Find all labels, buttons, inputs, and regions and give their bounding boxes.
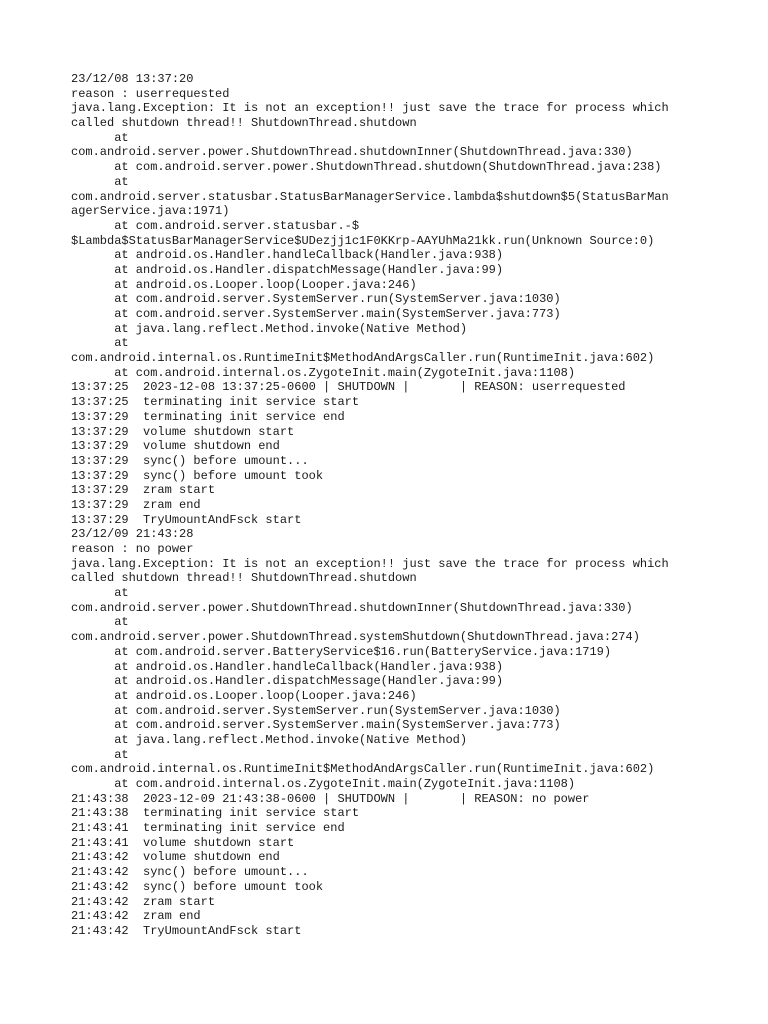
log-line: called shutdown thread!! ShutdownThread.shutdown (71, 571, 417, 586)
log-line: at java.lang.reflect.Method.invoke(Native Method) (71, 732, 468, 747)
log-line: java.lang.Exception: It is not an exception!! just save the trace for process which (71, 556, 669, 571)
log-line: at com.android.server.SystemServer.main(SystemServer.java:773) (71, 718, 561, 733)
log-line: at (71, 586, 129, 601)
log-line: 13:37:29 sync() before umount... (71, 453, 309, 468)
log-line: at com.android.server.SystemServer.main(SystemServer.java:773) (71, 307, 561, 321)
log-line: agerService.java:1971) (71, 204, 230, 219)
log-line: at android.os.Handler.handleCallback(Handler.java:938) (71, 659, 504, 674)
log-line: 21:43:42 zram end (71, 909, 201, 924)
log-line: com.android.server.power.ShutdownThread.shutdownInner(ShutdownThread.java:330) (71, 145, 633, 160)
log-text-block (71, 72, 711, 939)
log-line: 13:37:29 zram end (71, 497, 201, 512)
log-line: 21:43:41 terminating init service end (71, 821, 345, 836)
log-line: com.android.server.statusbar.StatusBarManagerService.lambda$shutdown$5(StatusBarMan (71, 189, 669, 204)
log-line: at (71, 747, 129, 762)
log-line: at com.android.server.power.ShutdownThread.shutdown(ShutdownThread.java:238) (71, 160, 662, 175)
log-line: 21:43:38 2023-12-09 21:43:38-0600 | SHUTDOWN | | REASON: no power (71, 791, 590, 806)
log-line: 23/12/08 13:37:20 (71, 72, 194, 86)
log-line: 13:37:29 volume shutdown end (71, 439, 280, 454)
log-line: com.android.internal.os.RuntimeInit$MethodAndArgsCaller.run(RuntimeInit.java:602) (71, 351, 655, 366)
log-line: com.android.internal.os.RuntimeInit$MethodAndArgsCaller.run(RuntimeInit.java:602) (71, 762, 655, 777)
log-line: at com.android.server.BatteryService$16.run(BatteryService.java:1719) (71, 644, 612, 659)
log-line: at (71, 336, 129, 351)
log-line: 21:43:42 TryUmountAndFsck start (71, 923, 302, 938)
log-line: at com.android.server.SystemServer.run(SystemServer.java:1030) (71, 703, 561, 718)
log-line: at android.os.Handler.handleCallback(Handler.java:938) (71, 248, 504, 263)
log-line: at com.android.server.SystemServer.run(SystemServer.java:1030) (71, 292, 561, 307)
log-line: at java.lang.reflect.Method.invoke(Native Method) (71, 321, 468, 336)
log-line: 13:37:25 terminating init service start (71, 395, 360, 410)
log-line: 13:37:29 volume shutdown start (71, 424, 295, 439)
log-line: $Lambda$StatusBarManagerService$UDezjj1c1F0KKrp-AAYUhMa21kk.run(Unknown Source:0) (71, 233, 655, 248)
log-line: 23/12/09 21:43:28 (71, 527, 194, 542)
log-line: 13:37:29 TryUmountAndFsck start (71, 512, 302, 527)
log-line: at (71, 615, 129, 630)
log-line: 21:43:42 zram start (71, 894, 216, 909)
log-line: 21:43:41 volume shutdown start (71, 835, 295, 850)
log-line: 21:43:42 sync() before umount took (71, 879, 324, 894)
log-line: at com.android.internal.os.ZygoteInit.main(ZygoteInit.java:1108) (71, 365, 576, 380)
log-line: at (71, 174, 129, 189)
log-line: com.android.server.power.ShutdownThread.systemShutdown(ShutdownThread.java:274) (71, 630, 640, 645)
log-line: 13:37:29 zram start (71, 483, 216, 498)
log-line: 21:43:42 volume shutdown end (71, 850, 280, 865)
log-line: at com.android.server.statusbar.-$ (71, 218, 360, 233)
log-line: at android.os.Looper.loop(Looper.java:246) (71, 277, 417, 292)
log-line: 13:37:25 2023-12-08 13:37:25-0600 | SHUTDOWN | | REASON: userrequested (71, 380, 626, 395)
log-line: at android.os.Looper.loop(Looper.java:246) (71, 688, 417, 703)
log-line: java.lang.Exception: It is not an exception!! just save the trace for process which (71, 101, 669, 116)
log-line: at (71, 130, 129, 145)
log-line: at com.android.internal.os.ZygoteInit.main(ZygoteInit.java:1108) (71, 777, 576, 791)
log-line: at android.os.Handler.dispatchMessage(Handler.java:99) (71, 674, 504, 689)
log-line: 21:43:38 terminating init service start (71, 806, 360, 821)
log-line: 21:43:42 sync() before umount... (71, 865, 309, 880)
log-line: 13:37:29 terminating init service end (71, 409, 345, 424)
log-line: reason : userrequested (71, 86, 230, 101)
log-line: 13:37:29 sync() before umount took (71, 468, 324, 483)
log-line: called shutdown thread!! ShutdownThread.shutdown (71, 116, 417, 131)
log-line: reason : no power (71, 542, 194, 556)
log-line: com.android.server.power.ShutdownThread.shutdownInner(ShutdownThread.java:330) (71, 600, 633, 615)
log-line: at android.os.Handler.dispatchMessage(Handler.java:99) (71, 262, 504, 277)
